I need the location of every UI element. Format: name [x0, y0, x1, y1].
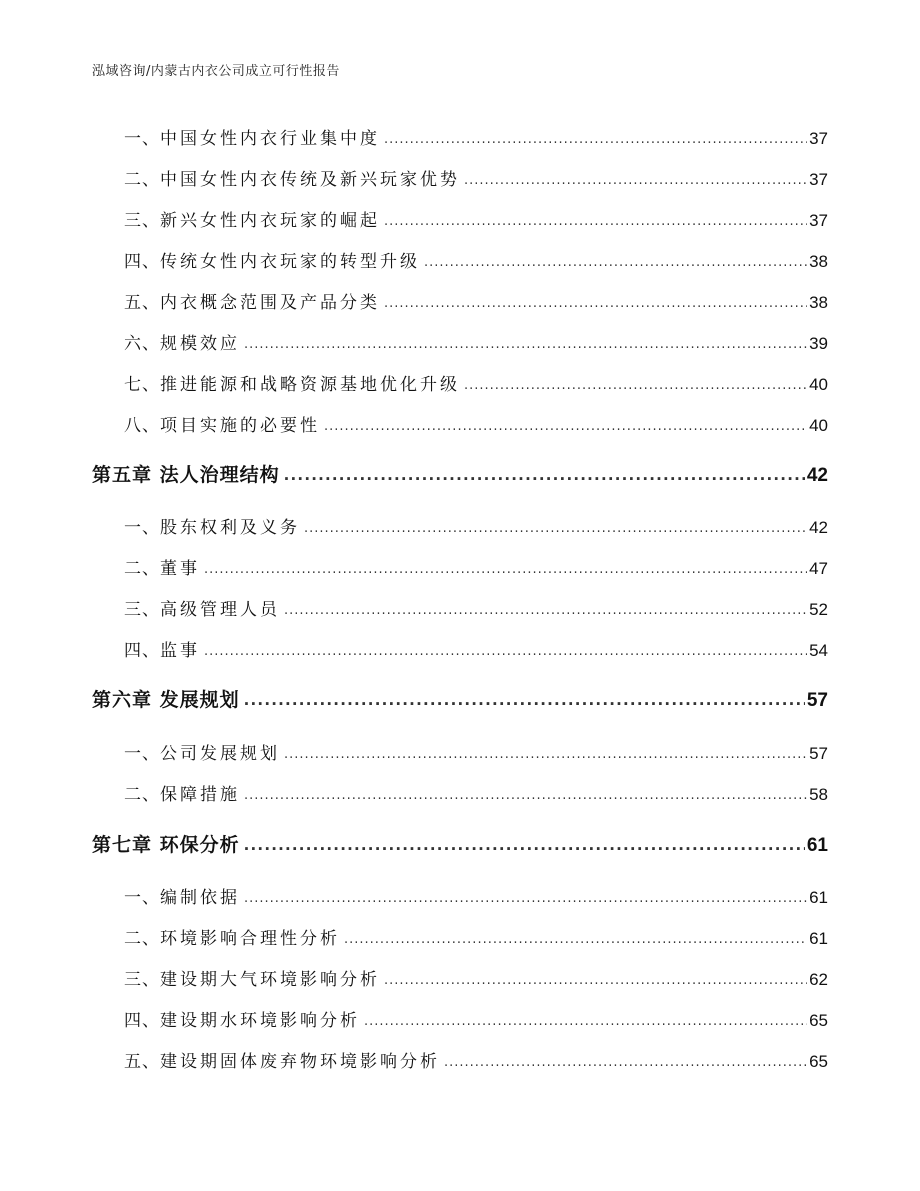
toc-entry-title: 高级管理人员 [160, 600, 280, 620]
dot-leader [284, 599, 807, 618]
toc-chapter[interactable] [92, 460, 828, 487]
dot-leader [344, 928, 807, 947]
toc-entry[interactable] [92, 165, 828, 190]
toc-entry[interactable] [92, 513, 828, 538]
toc-entry[interactable] [92, 1047, 828, 1072]
toc-entry-number: 四、 [124, 1011, 160, 1031]
toc-entry[interactable] [92, 636, 828, 661]
running-header: 泓域咨询/内蒙古内衣公司成立可行性报告 [92, 64, 340, 79]
toc-entry-number: 二、 [124, 929, 160, 949]
toc-chapter-title: 第五章 法人治理结构 [92, 464, 280, 486]
toc-entry-title: 中国女性内衣行业集中度 [160, 129, 380, 149]
toc-chapter[interactable] [92, 685, 828, 712]
toc-chapter-title: 第六章 发展规划 [92, 689, 240, 711]
dot-leader [364, 1010, 807, 1029]
toc-entry-page: 47 [809, 559, 828, 578]
toc-entry[interactable] [92, 288, 828, 313]
toc-entry-title: 建设期大气环境影响分析 [160, 970, 380, 990]
dot-leader [304, 517, 807, 536]
toc-entry-title: 建设期固体废弃物环境影响分析 [160, 1052, 440, 1072]
toc-chapter-page: 57 [806, 690, 828, 711]
toc-entry-title: 传统女性内衣玩家的转型升级 [160, 252, 420, 272]
toc-entry[interactable] [92, 329, 828, 354]
toc-entry-number: 三、 [124, 600, 160, 620]
dot-leader [464, 169, 807, 188]
toc-entry[interactable] [92, 883, 828, 908]
toc-entry[interactable] [92, 554, 828, 579]
toc-entry[interactable] [92, 1006, 828, 1031]
toc-entry[interactable] [92, 924, 828, 949]
toc-entry-page: 38 [809, 293, 828, 312]
toc-entry-title: 中国女性内衣传统及新兴玩家优势 [160, 170, 460, 190]
toc-entry-page: 38 [809, 252, 828, 271]
dot-leader [384, 128, 807, 147]
dot-leader [244, 835, 805, 854]
toc-entry-title: 股东权利及义务 [160, 518, 300, 538]
toc-entry-title: 监事 [160, 641, 200, 661]
toc-entry-number: 二、 [124, 785, 160, 805]
toc-entry[interactable] [92, 780, 828, 805]
toc-entry-title: 环境影响合理性分析 [160, 929, 340, 949]
toc-entry-page: 58 [809, 785, 828, 804]
toc-entry-page: 54 [809, 641, 828, 660]
toc-entry[interactable] [92, 247, 828, 272]
toc-entry-number: 一、 [124, 518, 160, 538]
toc-entry-title: 保障措施 [160, 785, 240, 805]
toc-entry-page: 42 [809, 518, 828, 537]
dot-leader [384, 969, 807, 988]
toc-entry-page: 37 [809, 170, 828, 189]
toc-entry-page: 37 [809, 129, 828, 148]
toc-entry[interactable] [92, 965, 828, 990]
toc-entry-page: 40 [809, 416, 828, 435]
toc-entry-page: 62 [809, 970, 828, 989]
toc-entry-title: 规模效应 [160, 334, 240, 354]
toc-entry-page: 52 [809, 600, 828, 619]
toc-entry-title: 建设期水环境影响分析 [160, 1011, 360, 1031]
toc-entry-title: 新兴女性内衣玩家的崛起 [160, 211, 380, 231]
toc-entry[interactable] [92, 124, 828, 149]
toc-entry-page: 61 [809, 888, 828, 907]
toc-entry-title: 董事 [160, 559, 200, 579]
toc-entry-title: 公司发展规划 [160, 744, 280, 764]
toc-entry-number: 一、 [124, 744, 160, 764]
toc-entry-number: 八、 [124, 416, 160, 436]
toc-entry-number: 七、 [124, 375, 160, 395]
dot-leader [244, 784, 807, 803]
toc-entry-number: 一、 [124, 888, 160, 908]
toc-entry-number: 五、 [124, 1052, 160, 1072]
toc-entry-title: 推进能源和战略资源基地优化升级 [160, 375, 460, 395]
dot-leader [284, 465, 805, 484]
toc-entry-page: 65 [809, 1052, 828, 1071]
toc-chapter-page: 42 [806, 465, 828, 486]
dot-leader [444, 1051, 807, 1070]
toc-entry-page: 65 [809, 1011, 828, 1030]
dot-leader [424, 251, 807, 270]
toc-entry-title: 编制依据 [160, 888, 240, 908]
dot-leader [244, 333, 807, 352]
toc-entry[interactable] [92, 595, 828, 620]
toc-entry-page: 40 [809, 375, 828, 394]
dot-leader [244, 887, 807, 906]
dot-leader [284, 743, 807, 762]
toc-chapter-page: 61 [806, 835, 828, 856]
toc-entry-number: 四、 [124, 252, 160, 272]
toc-entry-number: 四、 [124, 641, 160, 661]
dot-leader [204, 558, 807, 577]
dot-leader [464, 374, 807, 393]
dot-leader [204, 640, 807, 659]
dot-leader [324, 415, 807, 434]
toc-entry-number: 一、 [124, 129, 160, 149]
toc-entry-number: 二、 [124, 559, 160, 579]
dot-leader [384, 210, 807, 229]
toc-entry-page: 39 [809, 334, 828, 353]
toc-entry-number: 三、 [124, 970, 160, 990]
toc-entry[interactable] [92, 411, 828, 436]
toc-entry-page: 37 [809, 211, 828, 230]
toc-entry-number: 六、 [124, 334, 160, 354]
dot-leader [384, 292, 807, 311]
toc-entry-number: 五、 [124, 293, 160, 313]
toc-entry[interactable] [92, 206, 828, 231]
toc-entry-title: 内衣概念范围及产品分类 [160, 293, 380, 313]
toc-entry[interactable] [92, 739, 828, 764]
toc-entry-number: 二、 [124, 170, 160, 190]
toc-entry-page: 57 [809, 744, 828, 763]
toc-entry-page: 61 [809, 929, 828, 948]
toc-entry-title: 项目实施的必要性 [160, 416, 320, 436]
toc-entry[interactable] [92, 370, 828, 395]
toc-chapter-title: 第七章 环保分析 [92, 834, 240, 856]
toc-entry-number: 三、 [124, 211, 160, 231]
dot-leader [244, 690, 805, 709]
toc-chapter[interactable] [92, 830, 828, 857]
